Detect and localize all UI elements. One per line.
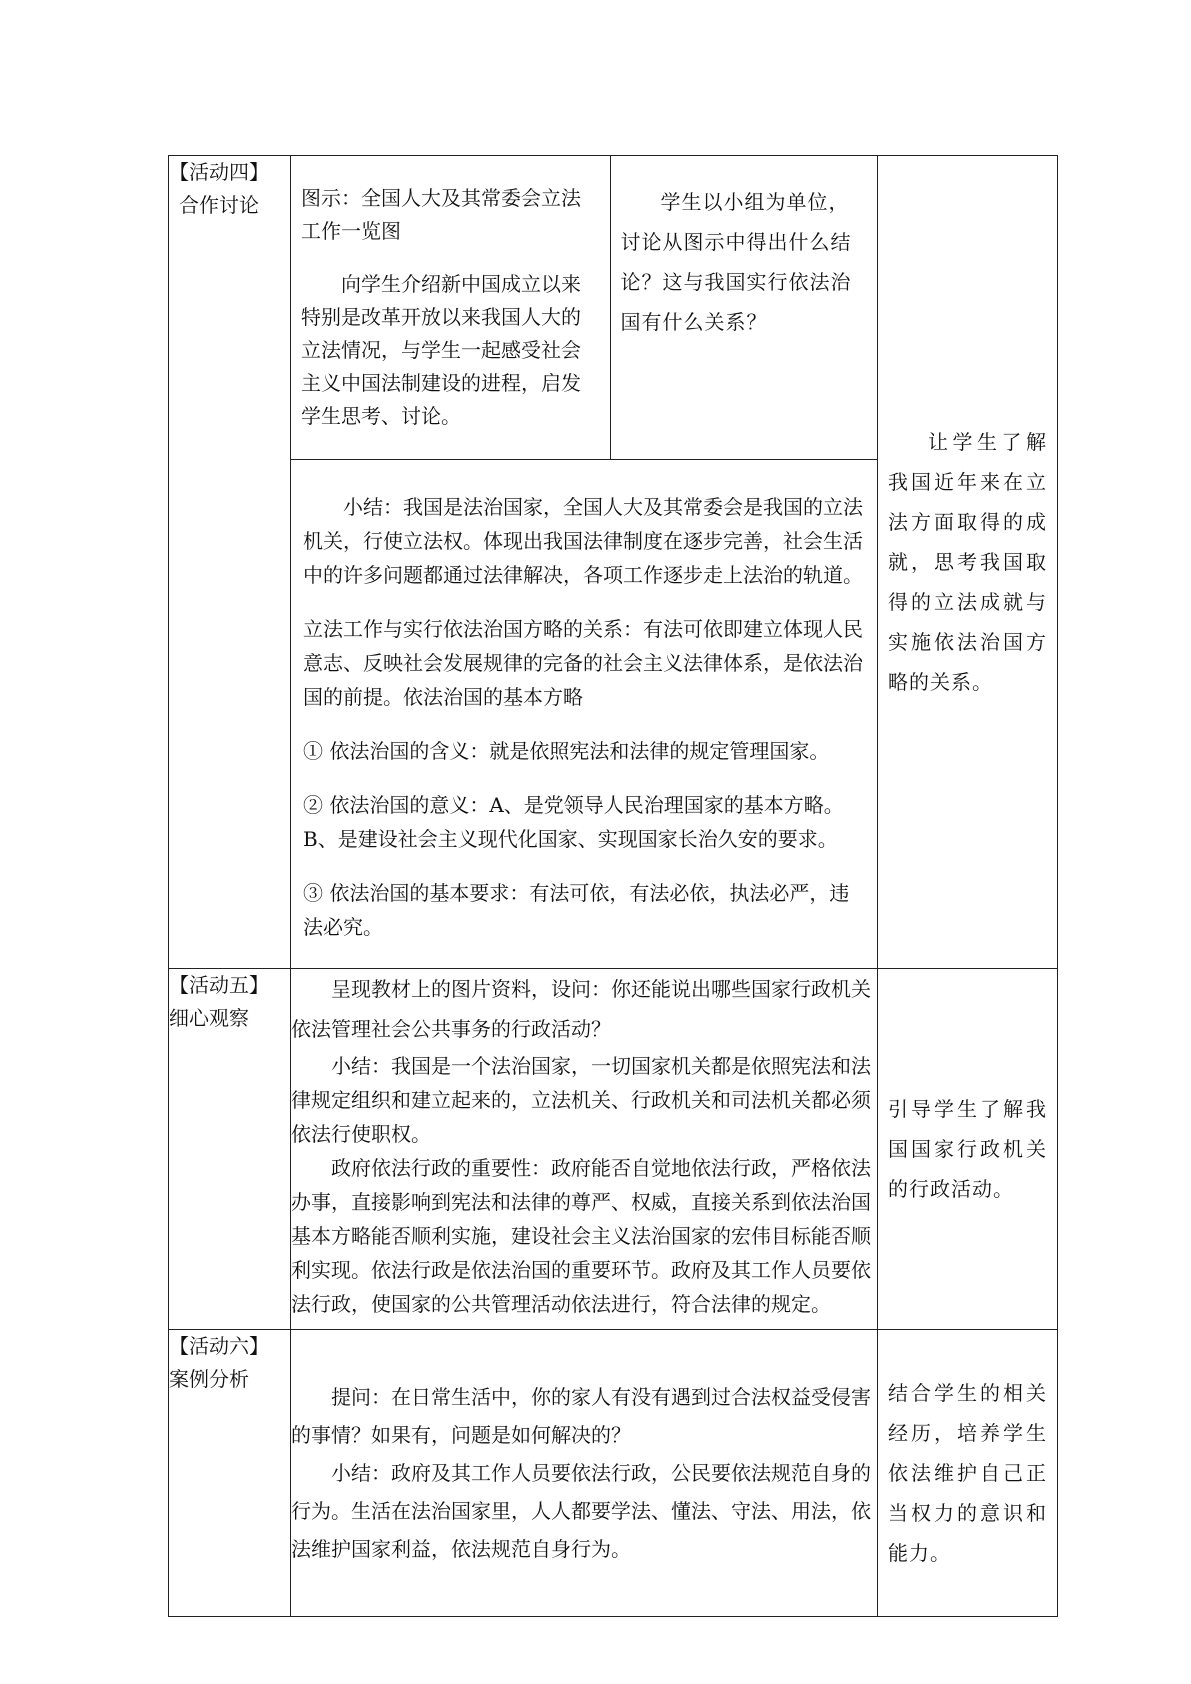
- point-3: ③ 依法治国的基本要求：有法可依，有法必依，执法必严，违法必究。: [303, 881, 850, 939]
- purpose-cell: [878, 156, 1058, 969]
- lesson-plan-table: [168, 155, 1058, 1617]
- activity-content-cell: [291, 1330, 878, 1617]
- question-text: 提问：在日常生活中，你的家人有没有遇到过合法权益受侵害的事情？如果有，问题是如何解决的？: [291, 1385, 871, 1447]
- purpose-text: 结合学生的相关经历，培养学生依法维护自己正当权力的意识和能力。: [888, 1381, 1047, 1565]
- activity-name: 案例分析: [169, 1367, 249, 1391]
- student-task: 学生以小组为单位，讨论从图示中得出什么结论？这与我国实行依法治国有什么关系？: [620, 190, 852, 334]
- summary-block: [291, 459, 877, 968]
- purpose-text: 引导学生了解我国国家行政机关的行政活动。: [888, 1097, 1047, 1201]
- activity-label-cell: [169, 1330, 291, 1617]
- activity-label-cell: [169, 969, 291, 1330]
- summary-text: 小结：我国是法治国家，全国人大及其常委会是我国的立法机关，行使立法权。体现出我国法律制度在逐步完善，社会生活中的许多问题都通过法律解决，各项工作逐步走上法治的轨道。: [303, 495, 863, 587]
- activity-content-cell: [291, 156, 878, 969]
- activity-label: 【活动六】: [169, 1334, 269, 1358]
- activity-name: 合作讨论: [179, 193, 259, 217]
- point-1: ① 依法治国的含义：就是依照宪法和法律的规定管理国家。: [303, 739, 830, 763]
- activity-row-5: [169, 969, 1058, 1330]
- point-2: ② 依法治国的意义：A、是党领导人民治理国家的基本方略。B、是建设社会主义现代化国家、实现国家长治久安的要求。: [303, 793, 844, 851]
- activity-name: 细心观察: [169, 1006, 249, 1030]
- activity-label: 【活动五】: [169, 973, 269, 997]
- question-text: 呈现教材上的图片资料，设问：你还能说出哪些国家行政机关依法管理社会公共事务的行政活动？: [291, 977, 871, 1041]
- purpose-cell: [878, 1330, 1058, 1617]
- activity-content-cell: [291, 969, 878, 1330]
- purpose-cell: [878, 969, 1058, 1330]
- activity-row-6: [169, 1330, 1058, 1617]
- importance-text: 政府依法行政的重要性：政府能否自觉地依法行政，严格依法办事，直接影响到宪法和法律的尊严、权威，直接关系到依法治国基本方略能否顺利实施，建设社会主义法治国家的宏伟目标能否顺利实现。依法行政是依法治国的重要环节。政府及其工作人员要依法行政，使国家的公共管理活动依法进行，符合法律的规定。: [291, 1156, 871, 1316]
- inner-split-table: [291, 156, 878, 459]
- teacher-activity: [291, 156, 610, 459]
- student-activity: [610, 156, 878, 459]
- summary-text: 小结：我国是一个法治国家，一切国家机关都是依照宪法和法律规定组织和建立起来的，立法机关、行政机关和司法机关都必须依法行使职权。: [291, 1054, 871, 1146]
- summary-text: 小结：政府及其工作人员要依法行政，公民要依法规范自身的行为。生活在法治国家里，人人都要学法、懂法、守法、用法，依法维护国家利益，依法规范自身行为。: [291, 1461, 871, 1561]
- purpose-text: 让学生了解我国近年来在立法方面取得的成就，思考我国取得的立法成就与实施依法治国方略的关系。: [888, 430, 1047, 694]
- relation-text: 立法工作与实行依法治国方略的关系：有法可依即建立体现人民意志、反映社会发展规律的完备的社会主义法律体系，是依法治国的前提。依法治国的基本方略: [303, 617, 863, 709]
- diagram-caption: 图示：全国人大及其常委会立法工作一览图: [301, 186, 581, 243]
- activity-label: 【活动四】: [169, 160, 269, 184]
- activity-row-4: [169, 156, 1058, 969]
- activity-label-cell: [169, 156, 291, 969]
- teacher-intro: 向学生介绍新中国成立以来特别是改革开放以来我国人大的立法情况，与学生一起感受社会主义中国法制建设的进程，启发学生思考、讨论。: [301, 272, 581, 428]
